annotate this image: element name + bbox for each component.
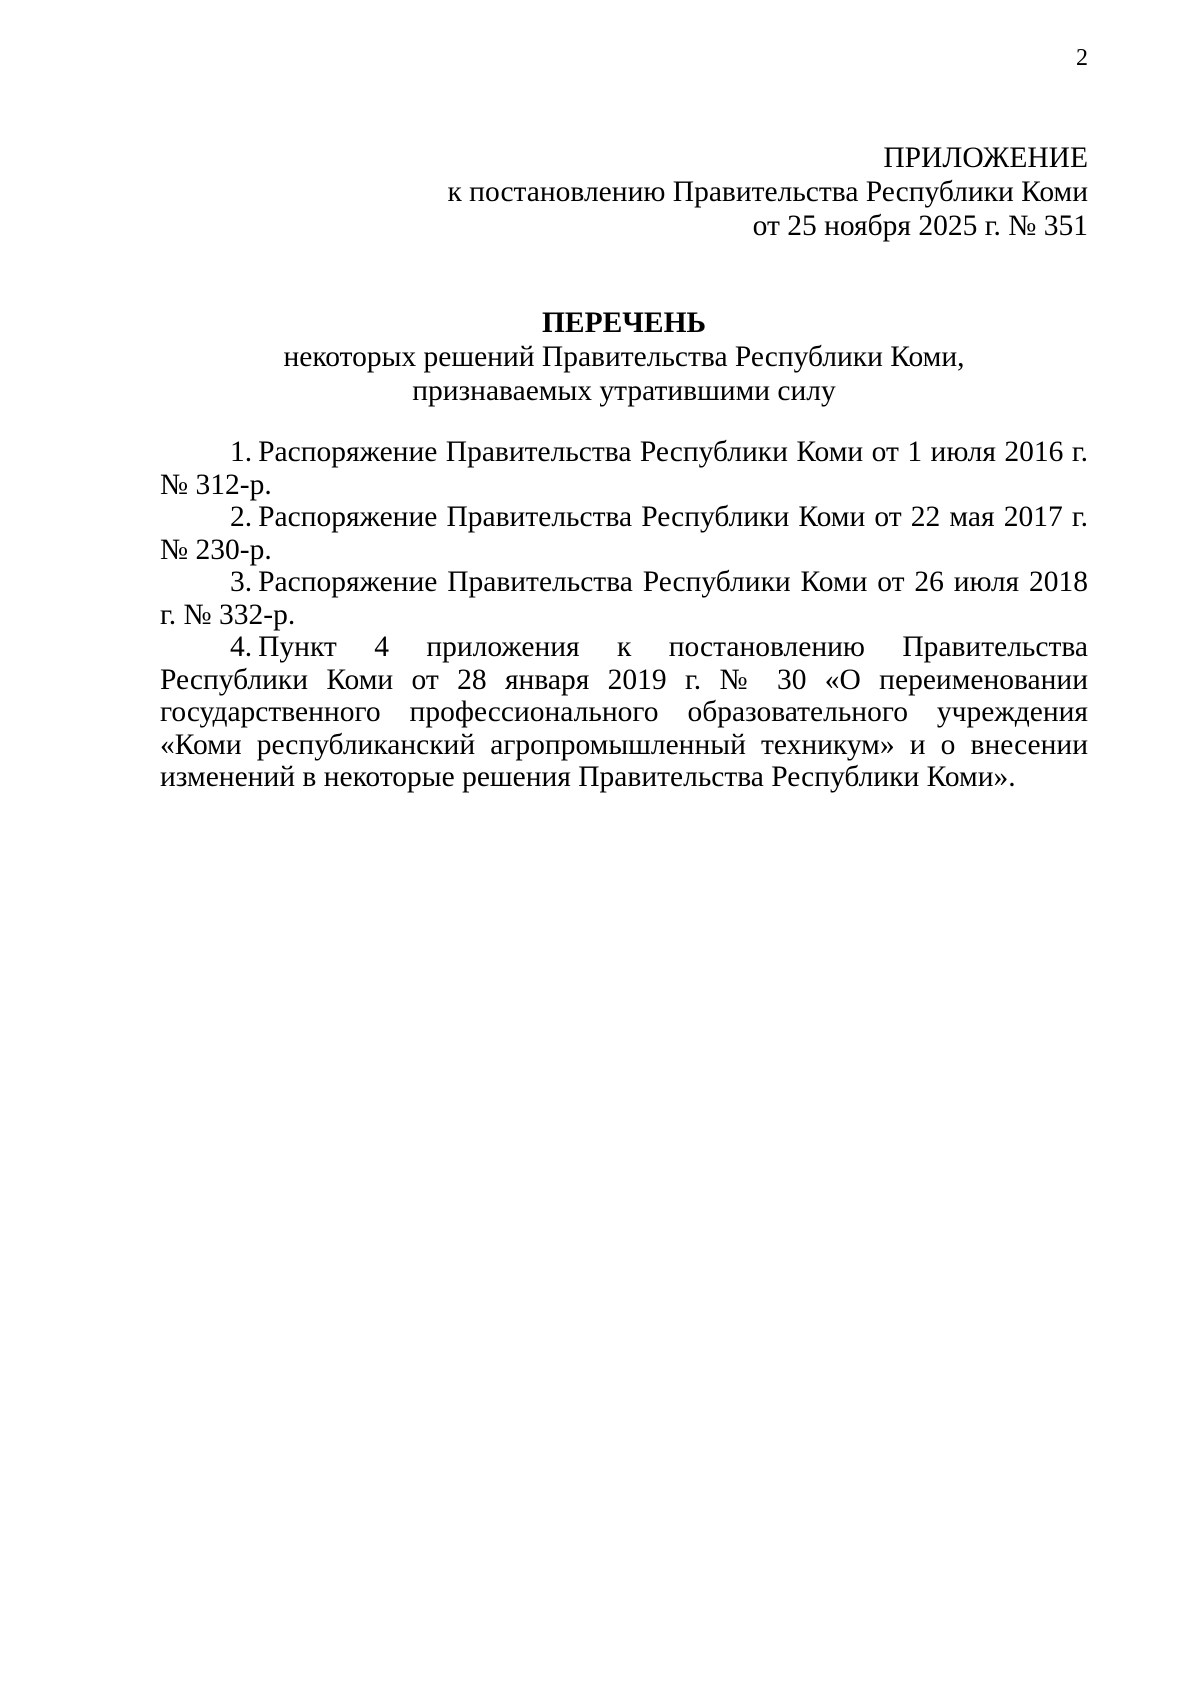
document-subtitle-line-2: признаваемых утратившими силу bbox=[412, 375, 836, 407]
list-item bbox=[160, 501, 1088, 566]
list-item-number: 1. bbox=[230, 436, 253, 468]
list-item-number: 3. bbox=[230, 566, 253, 598]
page-number: 2 bbox=[1076, 45, 1088, 71]
document-title-block bbox=[160, 306, 1088, 408]
appendix-reference: к постановлению Правительства Республики Коми bbox=[447, 176, 1088, 208]
document-heading: ПЕРЕЧЕНЬ bbox=[541, 307, 707, 339]
repealed-decisions-list bbox=[160, 436, 1088, 794]
list-item-text: Распоряжение Правительства Республики Коми от 22 мая 2017 г. № 230-р. bbox=[160, 501, 1088, 566]
appendix-header bbox=[288, 141, 1088, 243]
list-item bbox=[160, 566, 1088, 631]
list-item-text: Распоряжение Правительства Республики Коми от 1 июля 2016 г. № 312-р. bbox=[160, 436, 1088, 501]
list-item bbox=[160, 436, 1088, 501]
list-item-number: 4. bbox=[230, 631, 253, 663]
list-item-text: Пункт 4 приложения к постановлению Правительства Республики Коми от 28 января 2019 г. № 30 «О переименовании государственного профессионального образовательного учреждения «Коми республиканский агропромышленный техникум» и о внесении изменений в некоторые решения Правительства Республики Коми». bbox=[160, 631, 1088, 793]
list-item-number: 2. bbox=[230, 501, 253, 533]
appendix-date-number: от 25 ноября 2025 г. № 351 bbox=[752, 210, 1088, 242]
appendix-label: ПРИЛОЖЕНИЕ bbox=[883, 142, 1088, 174]
list-item-text: Распоряжение Правительства Республики Коми от 26 июля 2018 г. № 332-р. bbox=[160, 566, 1088, 631]
list-item bbox=[160, 631, 1088, 794]
document-subtitle-line-1: некоторых решений Правительства Республики Коми, bbox=[283, 341, 965, 373]
